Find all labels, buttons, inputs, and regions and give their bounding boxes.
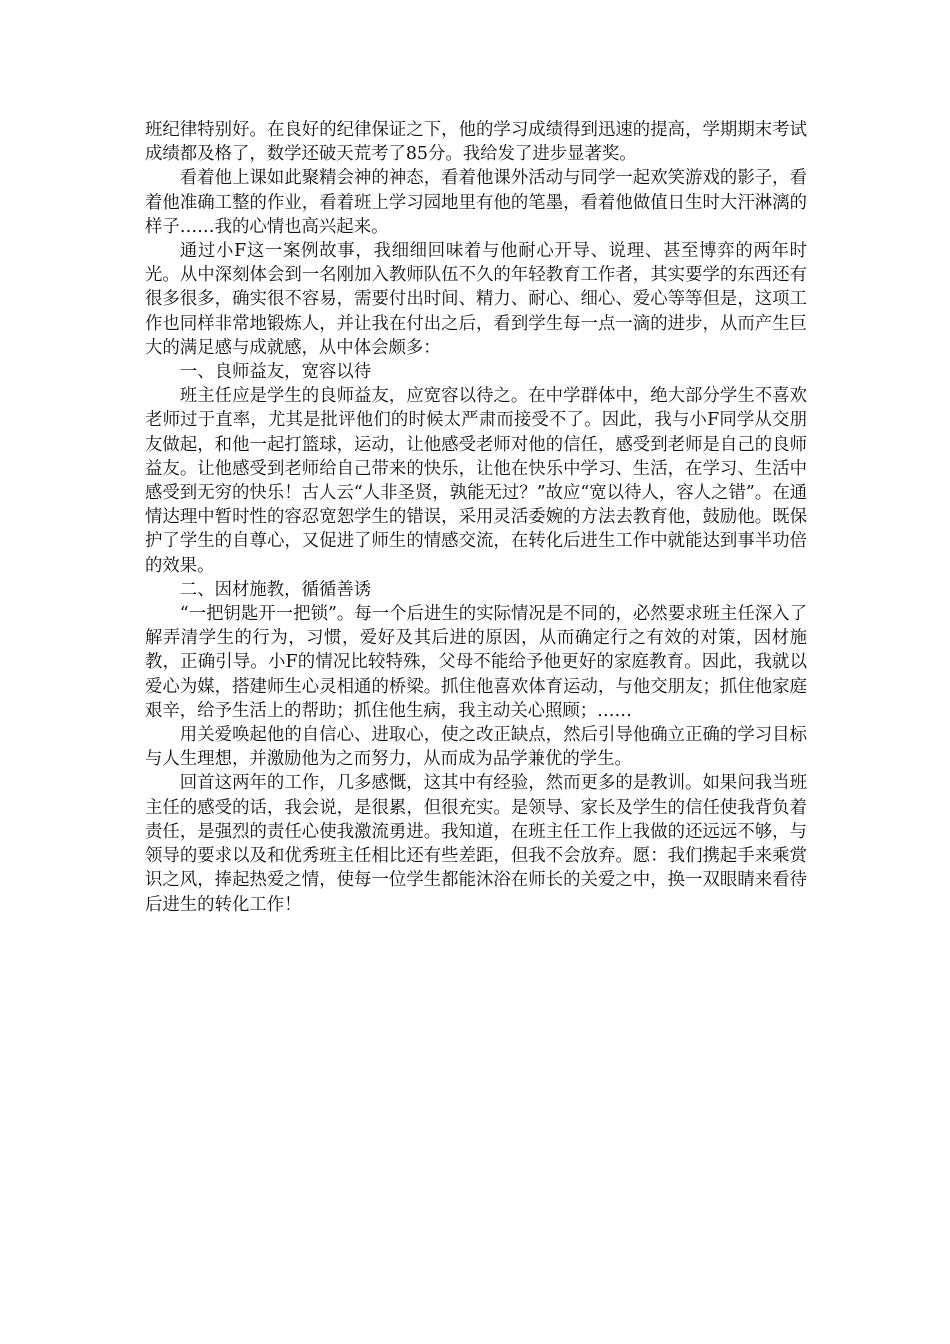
- paragraph-1: 班纪律特别好。在良好的纪律保证之下，他的学习成绩得到迅速的提高，学期期末考试成绩都及格了，数学还破天荒考了85分。我给发了进步显著奖。: [145, 120, 807, 165]
- paragraph-2: 看着他上课如此聚精会神的神态，看着他课外活动与同学一起欢笑游戏的影子，看着他准确工整的作业，看着班上学习园地里有他的笔墨，看着他做值日生时大汗淋漓的样子……我的心情也高兴起来。: [145, 168, 807, 237]
- paragraph-4: 班主任应是学生的良师益友，应宽容以待之。在中学群体中，绝大部分学生不喜欢老师过于直率，尤其是批评他们的时候太严肃而接受不了。因此，我与小F同学从交朋友做起，和他一起打篮球，运动，让他感受老师对他的信任，感受到老师是自己的良师益友。让他感受到老师给自己带来的快乐，让他在快乐中学习、生活，在学习、生活中感受到无穷的快乐！古人云“人非圣贤，孰能无过？”故应“宽以待人，容人之错”。在通情达理中暂时性的容忍宽恕学生的错误，采用灵活委婉的方法去教育他，鼓励他。既保护了学生的自尊心，又促进了师生的情感交流，在转化后进生工作中就能达到事半功倍的效果。: [145, 386, 807, 576]
- paragraph-6: 用关爱唤起他的自信心、进取心，使之改正缺点，然后引导他确立正确的学习目标与人生理想，并激励他为之而努力，从而成为品学兼优的学生。: [145, 725, 807, 770]
- section-heading-2: 二、因材施教，循循善诱: [179, 579, 372, 600]
- document-body: [145, 118, 807, 917]
- paragraph-7: 回首这两年的工作，几多感慨，这其中有经验，然而更多的是教训。如果问我当班主任的感受的话，我会说，是很累，但很充实。是领导、家长及学生的信任使我背负着责任，是强烈的责任心使我激流勇进。我知道，在班主任工作上我做的还远远不够，与领导的要求以及和优秀班主任相比还有些差距，但我不会放弃。愿：我们携起手来乘赏识之风，捧起热爱之情，使每一位学生都能沐浴在师长的关爱之中，换一双眼睛来看待后进生的转化工作！: [145, 773, 807, 915]
- paragraph-5: “一把钥匙开一把锁”。每一个后进生的实际情况是不同的，必然要求班主任深入了解弄清学生的行为，习惯，爱好及其后进的原因，从而确定行之有效的对策，因材施教，正确引导。小F的情况比较特殊，父母不能给予他更好的家庭教育。因此，我就以爱心为媒，搭建师生心灵相通的桥梁。抓住他喜欢体育运动，与他交朋友；抓住他家庭艰辛，给予生活上的帮助；抓住他生病，我主动关心照顾；……: [145, 604, 807, 721]
- section-heading-1: 一、良师益友，宽容以待: [179, 362, 372, 383]
- paragraph-3: 通过小F这一案例故事，我细细回味着与他耐心开导、说理、甚至博弈的两年时光。从中深刻体会到一名刚加入教师队伍不久的年轻教育工作者，其实要学的东西还有很多很多，确实很不容易，需要付出时间、精力、耐心、细心、爱心等等但是，这项工作也同样非常地锻炼人，并让我在付出之后，看到学生每一点一滴的进步，从而产生巨大的满足感与成就感，从中体会颇多：: [145, 241, 807, 358]
